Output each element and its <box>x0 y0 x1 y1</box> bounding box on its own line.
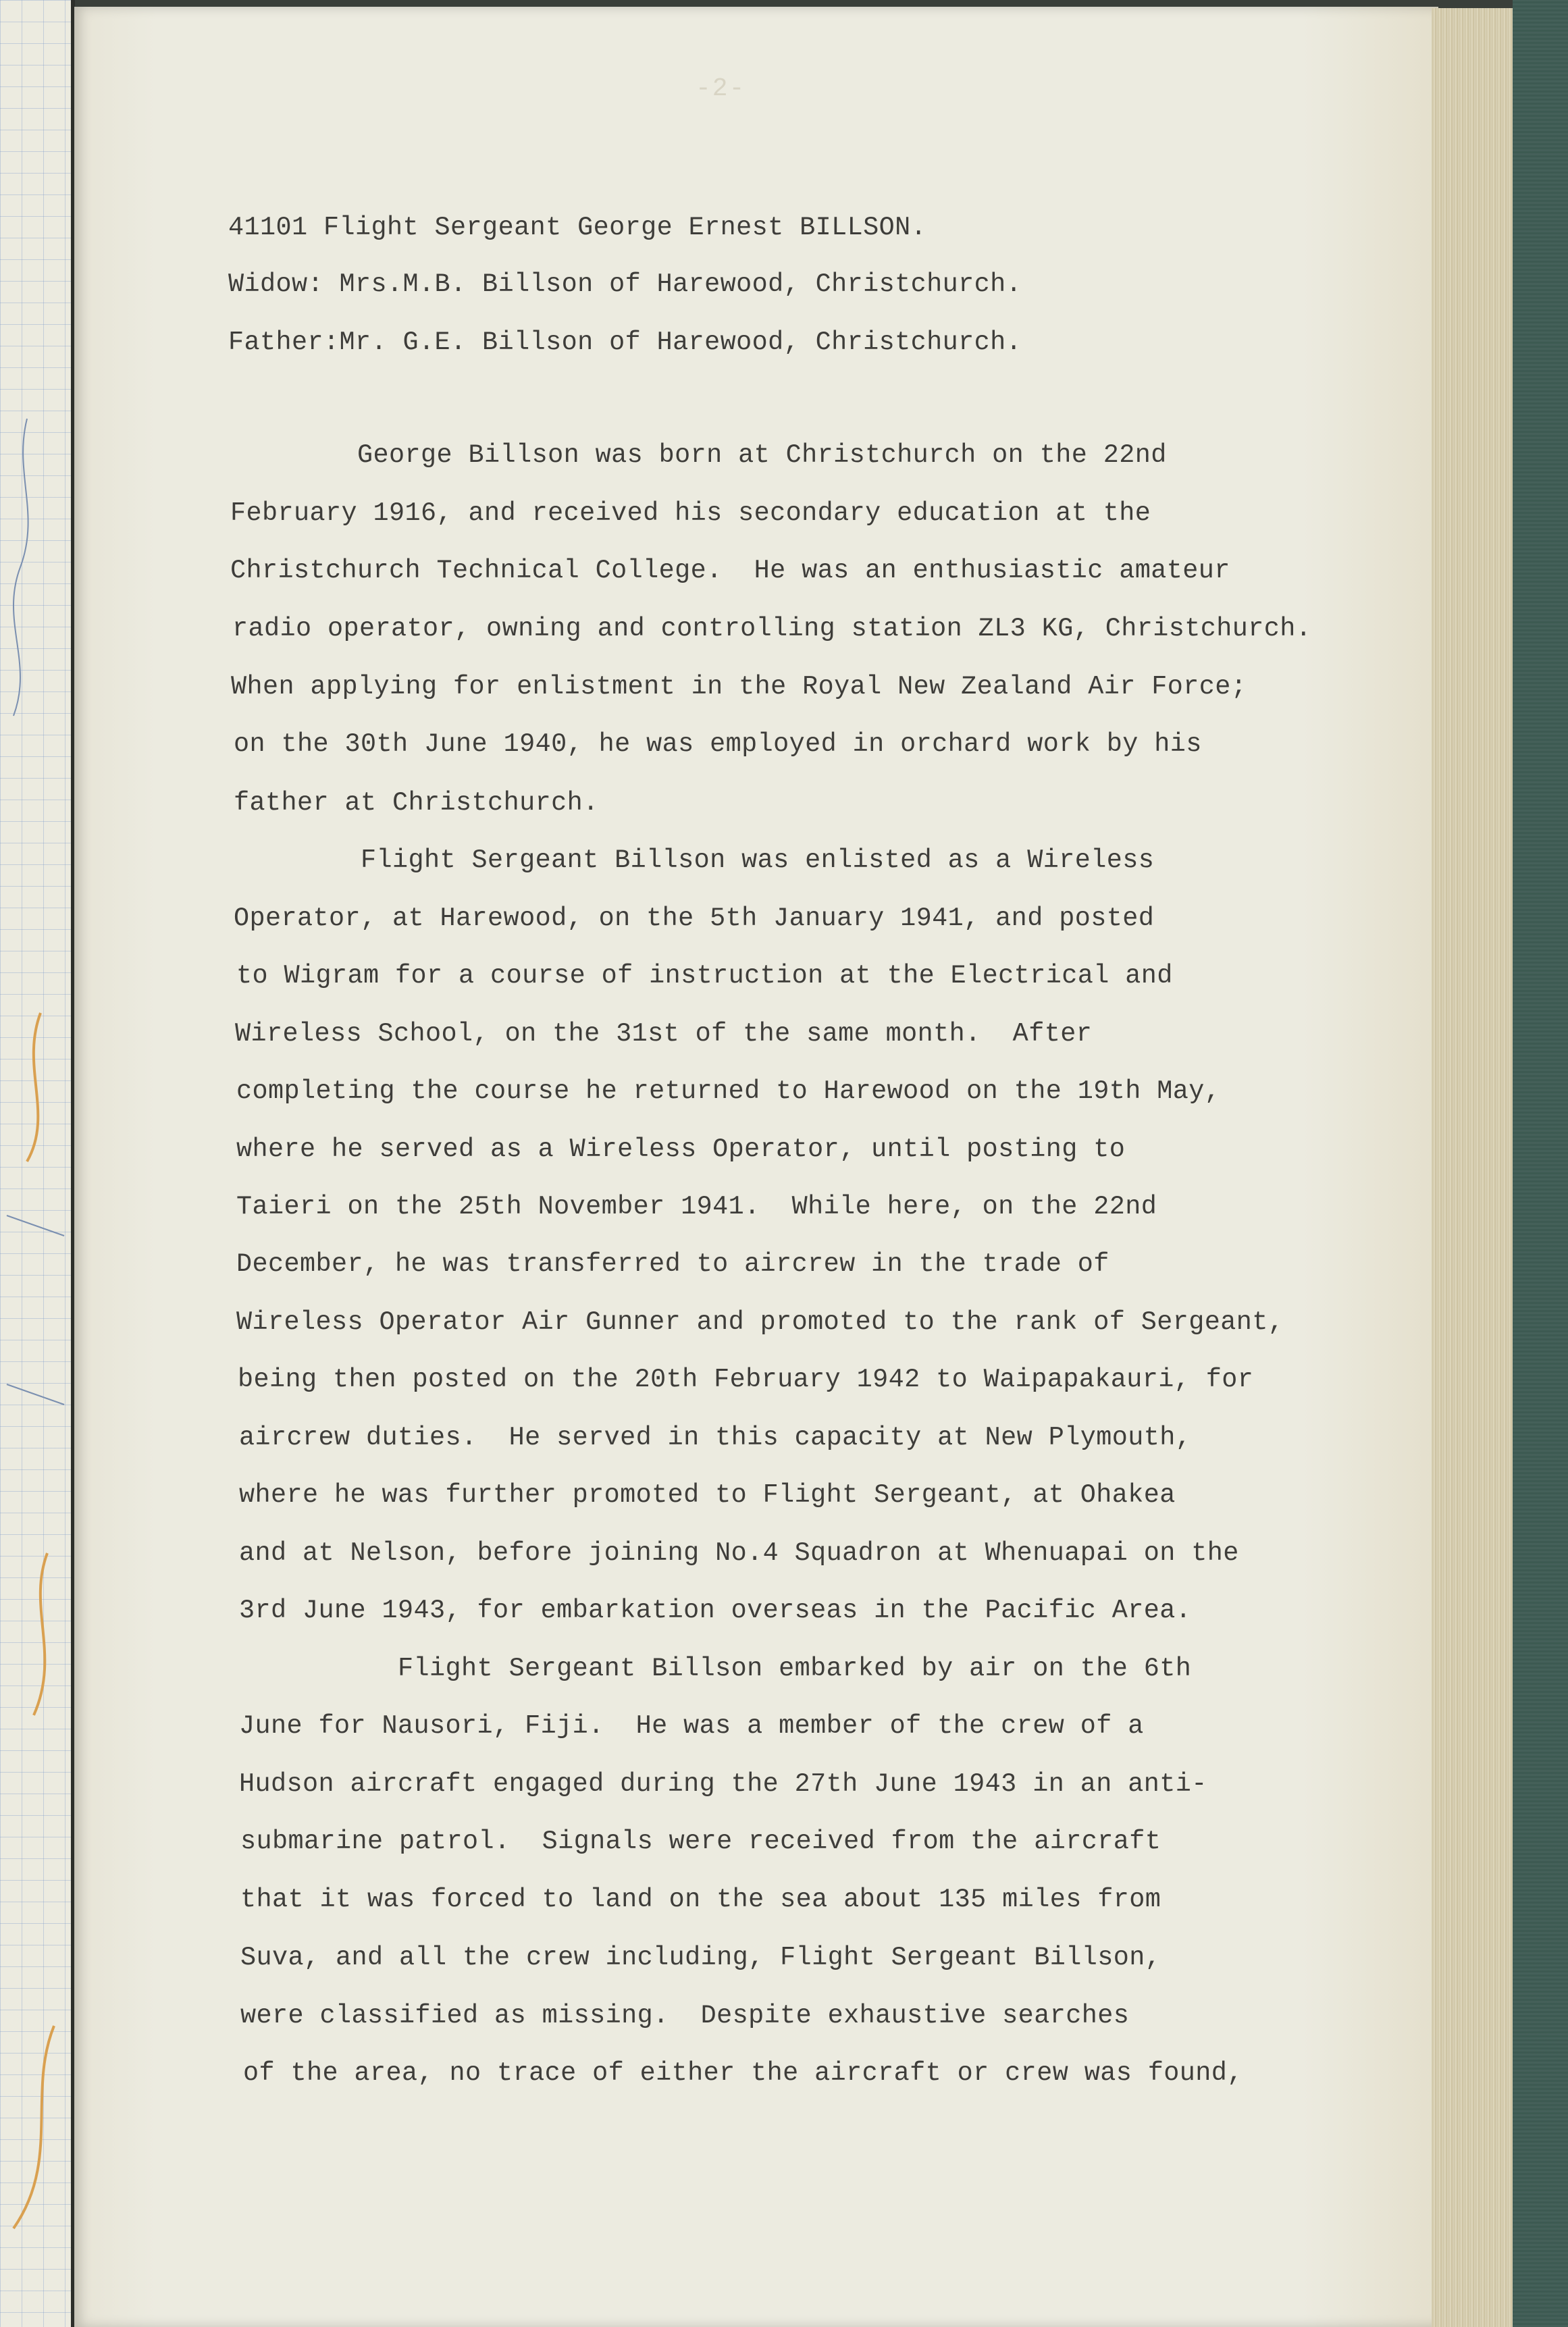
body-line: were classified as missing. Despite exhaustive searches <box>240 2001 1130 2031</box>
body-line: to Wigram for a course of instruction at the Electrical and <box>236 961 1173 991</box>
body-line: and at Nelson, before joining No.4 Squadron at Whenuapai on the <box>239 1538 1239 1568</box>
body-line: February 1916, and received his secondary education at the <box>230 498 1151 528</box>
body-line: being then posted on the 20th February 1942 to Waipapakauri, for <box>238 1365 1254 1394</box>
body-line: aircrew duties. He served in this capacity at New Plymouth, <box>239 1423 1192 1453</box>
father-line: Father:Mr. G.E. Billson of Harewood, Christchurch. <box>228 328 1022 357</box>
body-line: of the area, no trace of either the aircraft or crew was found, <box>243 2058 1243 2088</box>
body-line: When applying for enlistment in the Royal New Zealand Air Force; <box>231 672 1247 702</box>
adjacent-map-page <box>0 0 75 2327</box>
name-line: 41101 Flight Sergeant George Ernest BILLSON. <box>228 213 927 242</box>
body-line: Wireless Operator Air Gunner and promoted to the rank of Sergeant, <box>236 1307 1284 1337</box>
body-line: 3rd June 1943, for embarkation overseas in the Pacific Area. <box>239 1596 1192 1625</box>
body-line: Wireless School, on the 31st of the same month. After <box>235 1019 1093 1049</box>
map-lines <box>0 0 71 2327</box>
body-line: December, he was transferred to aircrew in the trade of <box>236 1249 1109 1279</box>
page-edge-stack <box>1432 8 1513 2327</box>
body-line: Hudson aircraft engaged during the 27th June 1943 in an anti- <box>239 1769 1207 1799</box>
body-line: Taieri on the 25th November 1941. While here, on the 22nd <box>236 1192 1157 1222</box>
body-line: that it was forced to land on the sea about 135 miles from <box>240 1885 1161 1914</box>
body-line: father at Christchurch. <box>234 788 599 818</box>
body-line: where he was further promoted to Flight Sergeant, at Ohakea <box>239 1480 1176 1510</box>
body-line: Suva, and all the crew including, Flight Sergeant Billson, <box>240 1943 1161 1972</box>
body-line: Operator, at Harewood, on the 5th January 1941, and posted <box>234 904 1155 933</box>
book-cover <box>1513 0 1568 2327</box>
page-number: -2- <box>696 74 746 103</box>
body-line: Christchurch Technical College. He was an enthusiastic amateur <box>230 556 1230 585</box>
widow-line: Widow: Mrs.M.B. Billson of Harewood, Christchurch. <box>228 269 1022 299</box>
body-line: Flight Sergeant Billson embarked by air on the 6th <box>239 1654 1192 1683</box>
body-line: submarine patrol. Signals were received from the aircraft <box>240 1827 1161 1856</box>
body-line: where he served as a Wireless Operator, until posting to <box>236 1134 1126 1164</box>
body-line: on the 30th June 1940, he was employed in orchard work by his <box>234 729 1202 759</box>
body-line: George Billson was born at Christchurch on the 22nd <box>230 440 1167 470</box>
body-line: radio operator, owning and controlling station ZL3 KG, Christchurch. <box>232 614 1312 644</box>
body-line: Flight Sergeant Billson was enlisted as a Wireless <box>234 845 1155 875</box>
body-line: June for Nausori, Fiji. He was a member of the crew of a <box>239 1711 1144 1741</box>
body-line: completing the course he returned to Harewood on the 19th May, <box>236 1076 1221 1106</box>
